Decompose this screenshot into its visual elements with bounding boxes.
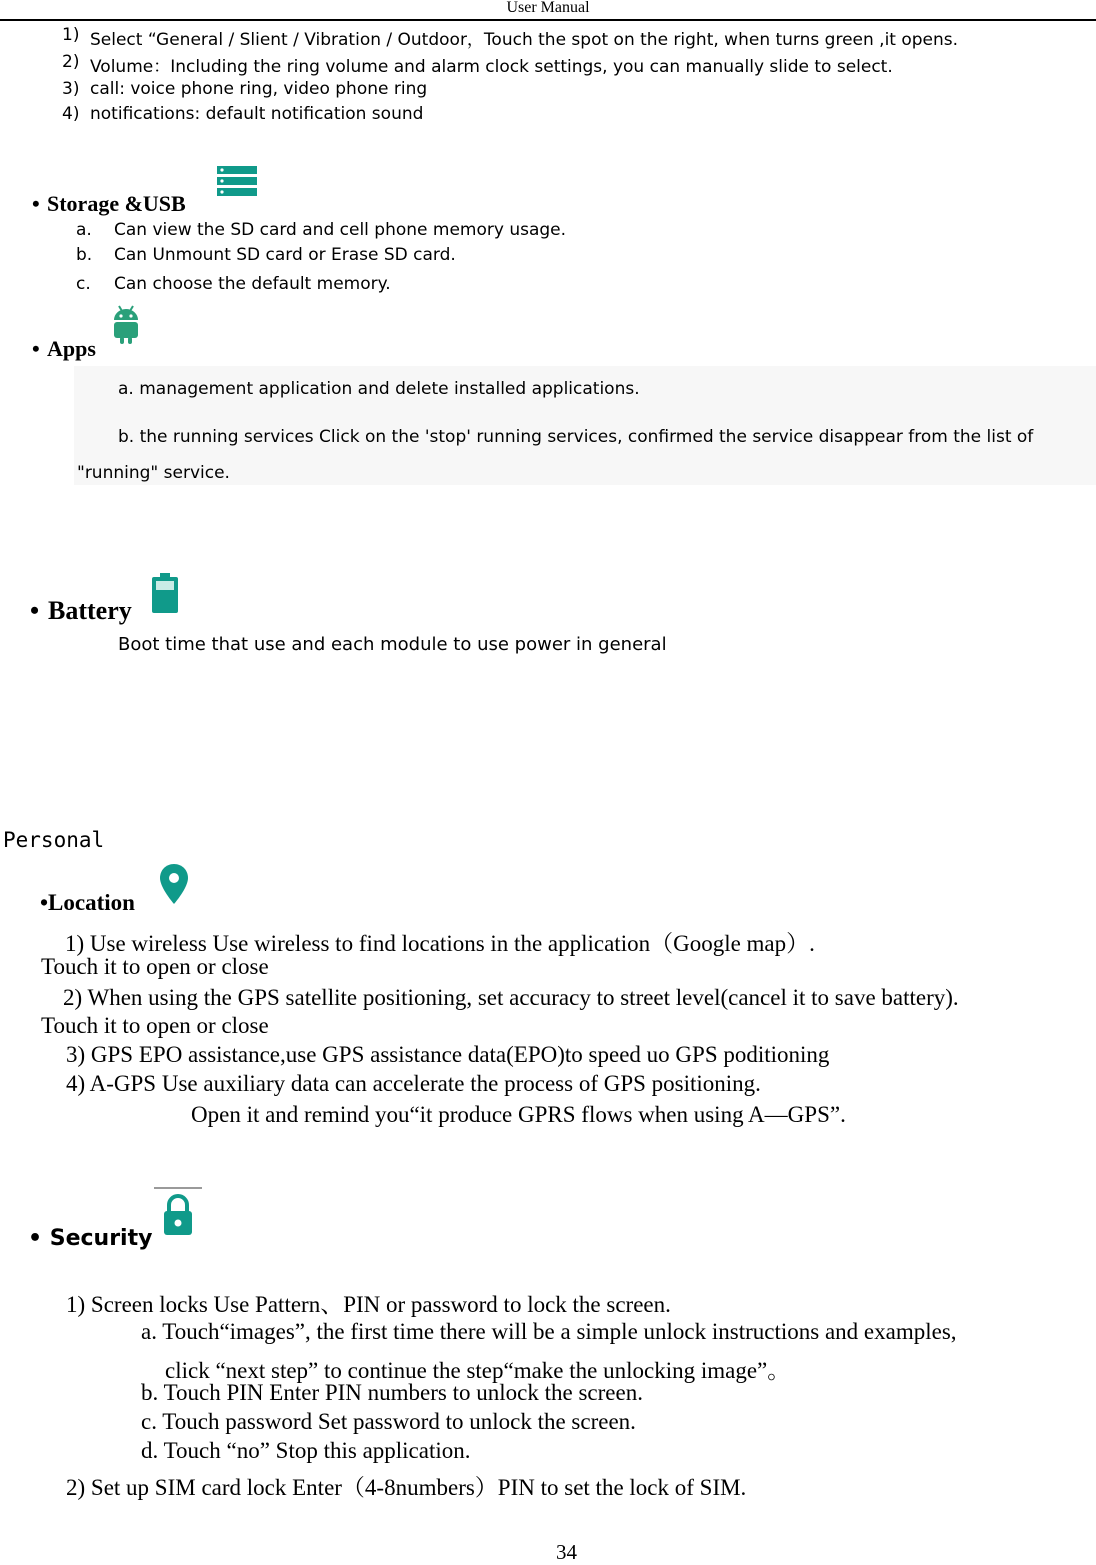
security-line: d. Touch “no” Stop this application.: [141, 1438, 471, 1463]
location-line: Touch it to open or close: [41, 954, 269, 979]
list-item-text: Can Unmount SD card or Erase SD card.: [114, 245, 456, 265]
battery-icon: [152, 573, 178, 613]
bullet: •: [32, 336, 40, 361]
android-icon: [112, 305, 140, 345]
battery-description: Boot time that use and each module to use power in general: [118, 634, 667, 655]
apps-item-b-continued: "running" service.: [77, 463, 230, 483]
section-heading-security: • Security: [28, 1226, 153, 1251]
list-item-text: call: voice phone ring, video phone ring: [90, 79, 428, 99]
location-line: 3) GPS EPO assistance,use GPS assistance data(EPO)to speed uo GPS poditioning: [66, 1042, 830, 1067]
list-item-number: 2): [62, 52, 80, 72]
section-heading-location: •Location: [40, 890, 135, 915]
security-line: c. Touch password Set password to unlock the screen.: [141, 1409, 636, 1434]
list-item-text: Can choose the default memory.: [114, 274, 391, 294]
location-line: Open it and remind you“it produce GPRS flows when using A—GPS”.: [191, 1102, 846, 1127]
storage-icon: [217, 166, 257, 196]
section-heading-battery: Battery: [48, 596, 132, 625]
list-item-number: 3): [62, 79, 80, 99]
list-item-number: 4): [62, 104, 80, 124]
section-heading-apps: Apps: [47, 336, 96, 361]
security-line: 1) Screen locks Use Pattern、PIN or password to lock the screen.: [66, 1292, 671, 1317]
location-line: 4) A-GPS Use auxiliary data can accelerate the process of GPS positioning.: [66, 1071, 761, 1096]
header-rule: [0, 19, 1096, 21]
list-item-text: Can view the SD card and cell phone memory usage.: [114, 220, 567, 240]
security-line: a. Touch“images”, the first time there will be a simple unlock instructions and examples,: [141, 1319, 957, 1344]
bullet: •: [30, 596, 40, 625]
location-pin-icon: [160, 864, 188, 904]
list-item-letter: c.: [76, 274, 91, 294]
security-line: b. Touch PIN Enter PIN numbers to unlock the screen.: [141, 1380, 643, 1405]
lock-icon: [154, 1187, 202, 1241]
location-line: 2) When using the GPS satellite positioning, set accuracy to street level(cancel it to save battery).: [63, 985, 959, 1010]
location-line: Touch it to open or close: [41, 1013, 269, 1038]
section-title-personal: Personal: [3, 828, 105, 852]
bullet: •: [32, 191, 40, 216]
list-item-text: Select “General / Slient / Vibration / Outdoor，Touch the spot on the right, when turns green ,it opens.: [90, 30, 959, 50]
list-item-text: notifications: default notification sound: [90, 104, 424, 124]
apps-item-b: b. the running services Click on the 'stop' running services, confirmed the service disappear from the list of: [118, 427, 1034, 447]
security-line: click “next step” to continue the step“make the unlocking image”。: [165, 1358, 791, 1383]
security-line: 2) Set up SIM card lock Enter（4-8numbers）PIN to set the lock of SIM.: [66, 1475, 747, 1500]
location-line: 1) Use wireless Use wireless to find locations in the application（Google map）.: [65, 931, 815, 956]
list-item-number: 1): [62, 25, 80, 45]
page-header: User Manual: [506, 0, 590, 16]
page-number: 34: [556, 1540, 577, 1564]
list-item-text: Volume：Including the ring volume and alarm clock settings, you can manually slide to select.: [90, 57, 893, 77]
apps-item-a: a. management application and delete installed applications.: [118, 379, 640, 399]
section-heading-storage: Storage &USB: [47, 191, 186, 216]
list-item-letter: b.: [76, 245, 93, 265]
list-item-letter: a.: [76, 220, 92, 240]
